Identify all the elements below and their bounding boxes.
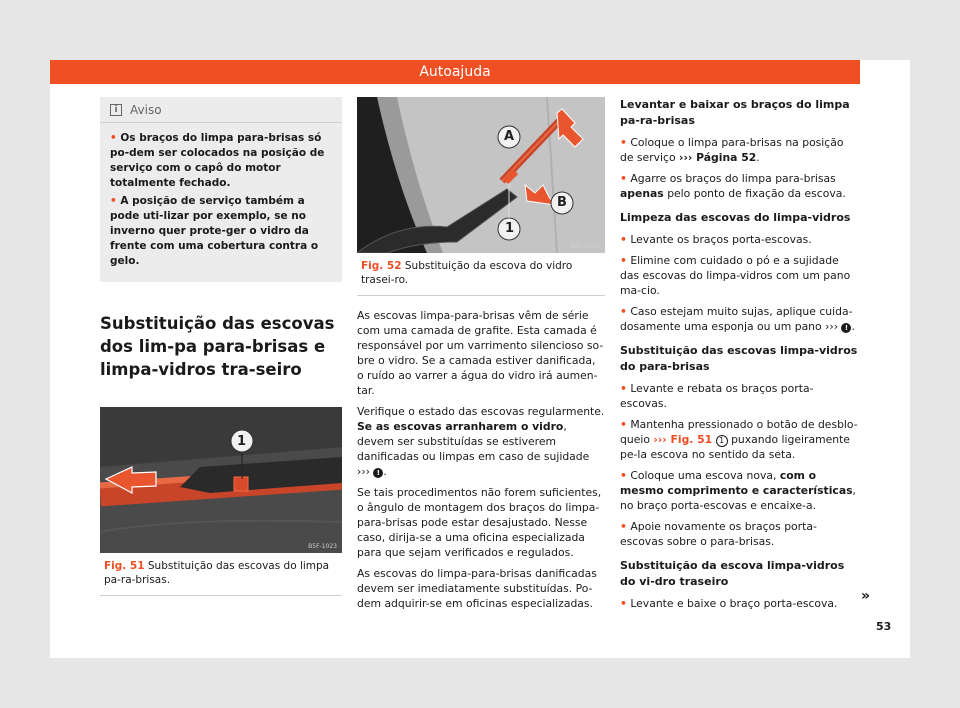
paragraph: Se tais procedimentos não forem suficientes, o ângulo de montagem dos braços do limpa-para-brisas pode estar desajustado. Nesse caso, dirija-se a uma oficina especializada para que sejam verificados e regulados. [357,486,602,559]
cross-reference[interactable]: ››› Página 52 [679,151,757,164]
info-icon: i [110,104,122,116]
figure-51-caption [100,553,342,596]
warning-circle-icon: ! [841,323,851,333]
callout-b: B [557,195,567,210]
section-title: Substituição das escovas dos lim-pa para-brisas e limpa-vidros tra-seiro [100,314,335,379]
paragraph: As escovas limpa-para-brisas vêm de série com uma camada de grafite. Esta camada é responsável por um varrimento silencioso so-bre o vidro. Se a camada estiver danificada, o ruído ao varrer a água do vidro irá aumen-tar. [357,309,604,397]
list-item: • Mantenha pressionado o botão de desblo-queio ››› Fig. 51 1 puxando ligeiramente pe-la escova no sentido da seta. [620,418,858,461]
list-item: • Levante e baixe o braço porta-escova. [620,597,838,610]
figure-code: B5F-1023 [308,543,337,550]
subheading: Levantar e baixar os braços do limpa pa-ra-brisas [620,98,850,127]
column-right [620,97,860,611]
list-item: • Levante os braços porta-escovas. [620,233,812,246]
figure-52-caption [357,253,605,296]
subheading: Substituição da escova limpa-vidros do vi-dro traseiro [620,559,845,588]
callout-number: 1 [505,221,515,236]
cross-reference[interactable]: ››› Fig. 51 [653,433,713,446]
list-item: • Apoie novamente os braços porta-escovas sobre o para-brisas. [620,520,817,548]
figure-52-image [357,97,605,253]
column-left [100,97,342,596]
continue-marker: » [861,588,871,604]
warning-circle-icon: ! [373,468,383,478]
list-item: • Caso estejam muito sujas, aplique cuida-dosamente uma esponja ou um pano ››› ! . [620,305,855,333]
subheading: Substituição das escovas limpa-vidros do para-brisas [620,344,858,373]
warning-notice [100,97,342,282]
paragraph: As escovas do limpa-para-brisas danificadas devem ser imediatamente substituídas. Po-dem adquirir-se em oficinas especializadas. [357,567,597,610]
bullet-icon: • [110,132,117,144]
cross-reference[interactable]: ››› [357,465,370,478]
notice-header [100,97,342,123]
wiper-blade-illustration [100,407,342,553]
caption-text: Substituição da escova do vidro trasei-ro. [361,260,573,286]
notice-item: • Os braços do limpa para-brisas só po-dem ser colocados na posição de serviço com o capô do motor totalmente fechado. [110,132,325,189]
list-item: • Agarre os braços do limpa para-brisas apenas pelo ponto de fixação da escova. [620,172,846,200]
page-header: Autoajuda [50,60,860,84]
caption-text: Substituição das escovas do limpa pa-ra-brisas. [104,560,330,586]
bullet-icon: • [110,195,117,207]
subheading: Limpeza das escovas do limpa-vidros [620,211,851,224]
figure-label: Fig. 52 [361,260,402,272]
list-item: • Elimine com cuidado o pó e a sujidade das escovas do limpa-vidros com um pano ma-cio. [620,254,851,297]
notice-body [100,123,342,282]
paragraph: Verifique o estado das escovas regularmente. Se as escovas arranharem o vidro, devem ser substituídas se estiverem danificadas ou limpas em caso de sujidade ››› ! . [357,405,605,478]
list-item: • Coloque o limpa para-brisas na posição de serviço ››› Página 52. [620,136,844,164]
list-item: • Coloque uma escova nova, com o mesmo comprimento e características, no braço porta-escovas e encaixe-a. [620,469,856,512]
column-middle [357,97,605,611]
callout-number: 1 [237,434,247,449]
cross-reference[interactable]: ››› [825,320,839,333]
notice-item: • A posição de serviço também a pode uti-lizar por exemplo, se no inverno quer prote-ger o vidro da frente com uma cobertura contra o gelo. [110,195,319,267]
rear-wiper-illustration [357,97,605,253]
notice-title: Aviso [130,102,162,117]
figure-51-image [100,407,342,553]
list-item: • Levante e rebata os braços porta-escovas. [620,382,814,410]
figure-code: B5F-1024 [571,243,600,250]
callout-number: 1 [716,435,728,447]
callout-a: A [504,129,515,144]
page-number: 53 [876,620,892,633]
figure-label: Fig. 51 [104,560,145,572]
